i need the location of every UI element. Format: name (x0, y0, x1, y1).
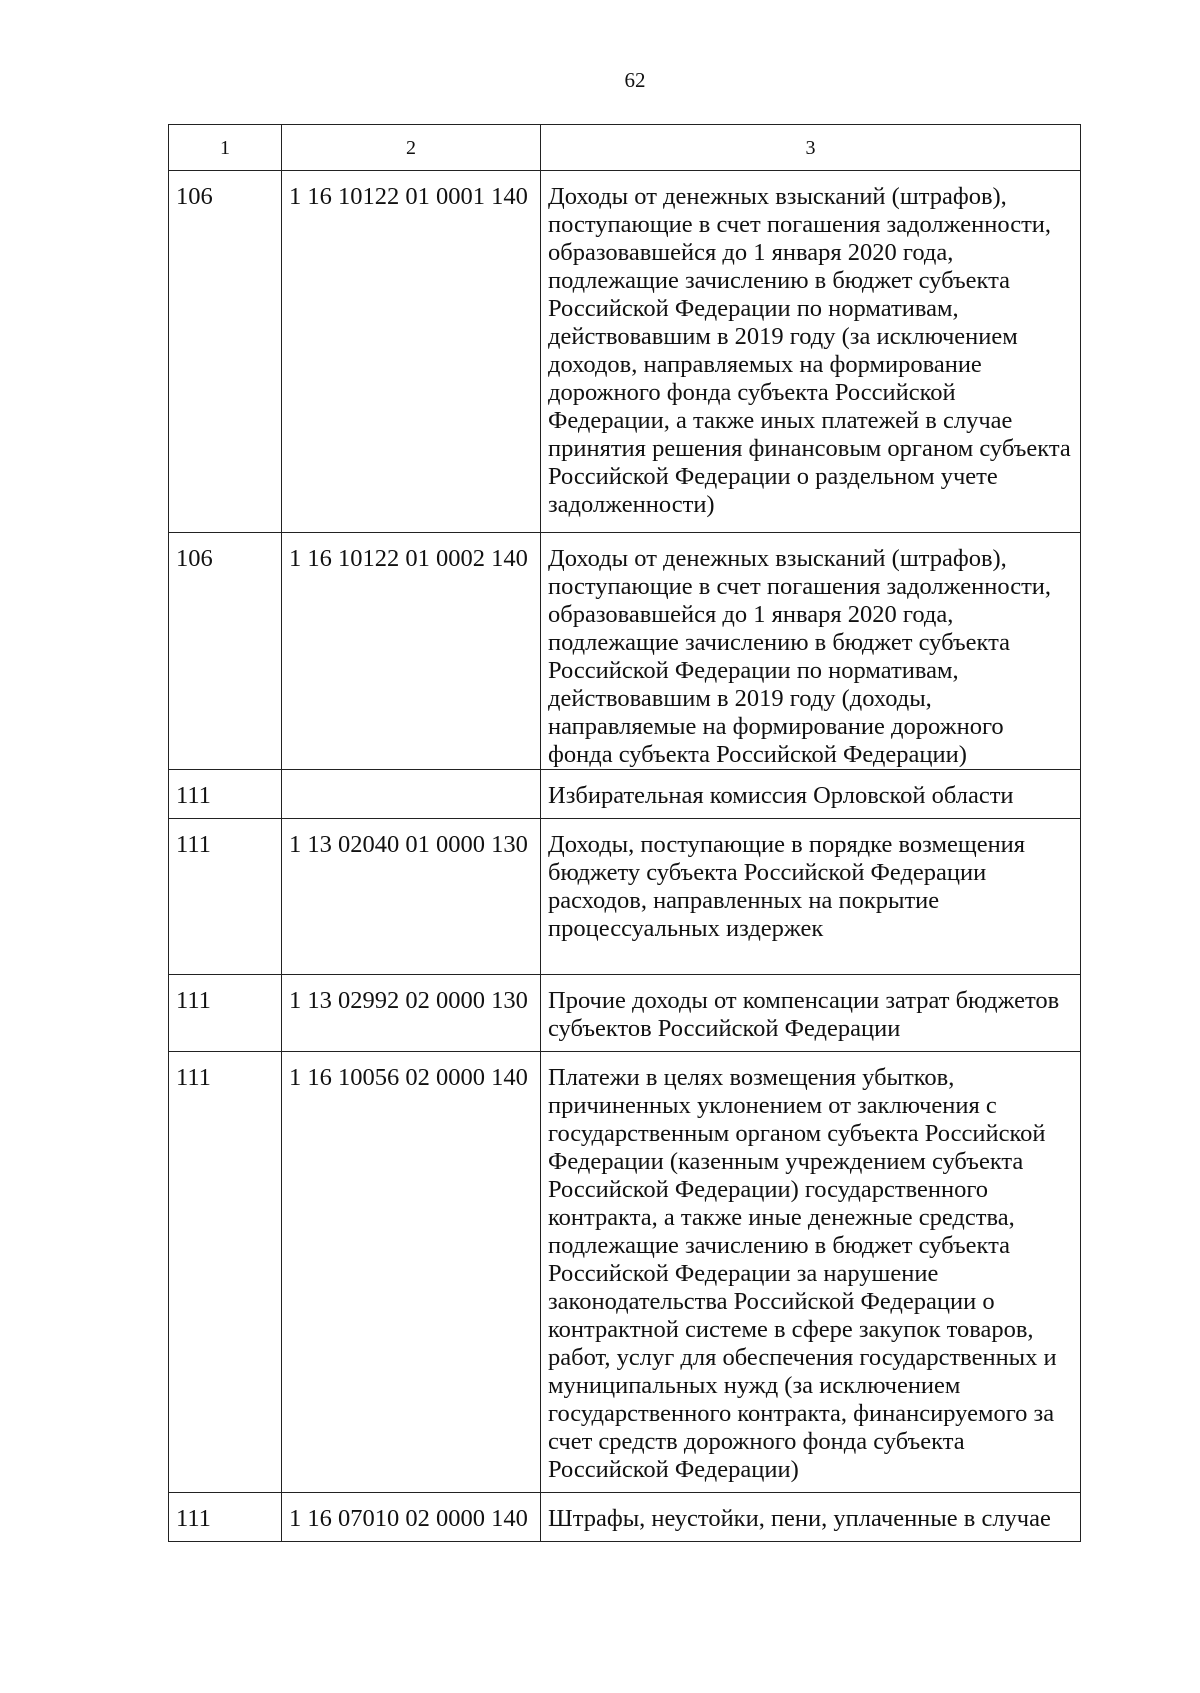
table-row (169, 819, 1081, 975)
description-cell: Штрафы, неустойки, пени, уплаченные в случае (541, 1493, 1081, 1542)
admin-code-cell: 111 (169, 1052, 282, 1493)
column-header-admin: 1 (169, 125, 282, 171)
budget-code-cell: 1 13 02992 02 0000 130 (282, 975, 541, 1052)
table-header-row (169, 125, 1081, 171)
description-cell: Доходы от денежных взысканий (штрафов), поступающие в счет погашения задолженности, образовавшейся до 1 января 2020 года, подлежащие зачислению в бюджет субъекта Российской Федерации по нормативам, действовавшим в 2019 году (за исключением доходов, направляемых на формирование дорожного фонда субъекта Российской Федерации, а также иных платежей в случае принятия решения финансовым органом субъекта Российской Федерации о раздельном учете задолженности) (541, 171, 1081, 533)
budget-code-cell: 1 13 02040 01 0000 130 (282, 819, 541, 975)
admin-code-cell: 111 (169, 1493, 282, 1542)
budget-code-cell: 1 16 10122 01 0001 140 (282, 171, 541, 533)
description-cell: Доходы от денежных взысканий (штрафов), поступающие в счет погашения задолженности, образовавшейся до 1 января 2020 года, подлежащие зачислению в бюджет субъекта Российской Федерации по нормативам, действовавшим в 2019 году (доходы, направляемые на формирование дорожного фонда субъекта Российской Федерации) (541, 533, 1081, 770)
table-row (169, 171, 1081, 533)
table-row (169, 533, 1081, 770)
admin-code-cell: 106 (169, 533, 282, 770)
admin-code-cell: 111 (169, 770, 282, 819)
table-row (169, 1493, 1081, 1542)
budget-code-cell: 1 16 10056 02 0000 140 (282, 1052, 541, 1493)
admin-code-cell: 106 (169, 171, 282, 533)
column-header-description: 3 (541, 125, 1081, 171)
description-cell: Доходы, поступающие в порядке возмещения бюджету субъекта Российской Федерации расходов, направленных на покрытие процессуальных издержек (541, 819, 1081, 975)
column-header-code: 2 (282, 125, 541, 171)
admin-code-cell: 111 (169, 819, 282, 975)
table-row (169, 975, 1081, 1052)
budget-code-cell: 1 16 10122 01 0002 140 (282, 533, 541, 770)
description-cell: Прочие доходы от компенсации затрат бюджетов субъектов Российской Федерации (541, 975, 1081, 1052)
table-row (169, 770, 1081, 819)
section-title-cell: Избирательная комиссия Орловской области (541, 770, 1081, 819)
description-cell: Платежи в целях возмещения убытков, причиненных уклонением от заключения с государственным органом субъекта Российской Федерации (казенным учреждением субъекта Российской Федерации) государственного контракта, а также иные денежные средства, подлежащие зачислению в бюджет субъекта Российской Федерации за нарушение законодательства Российской Федерации о контрактной системе в сфере закупок товаров, работ, услуг для обеспечения государственных и муниципальных нужд (за исключением государственного контракта, финансируемого за счет средств дорожного фонда субъекта Российской Федерации) (541, 1052, 1081, 1493)
admin-code-cell: 111 (169, 975, 282, 1052)
page-number: 62 (624, 68, 646, 92)
budget-code-cell (282, 770, 541, 819)
revenue-classification-table (168, 124, 1081, 1542)
budget-code-cell: 1 16 07010 02 0000 140 (282, 1493, 541, 1542)
table-row (169, 1052, 1081, 1493)
